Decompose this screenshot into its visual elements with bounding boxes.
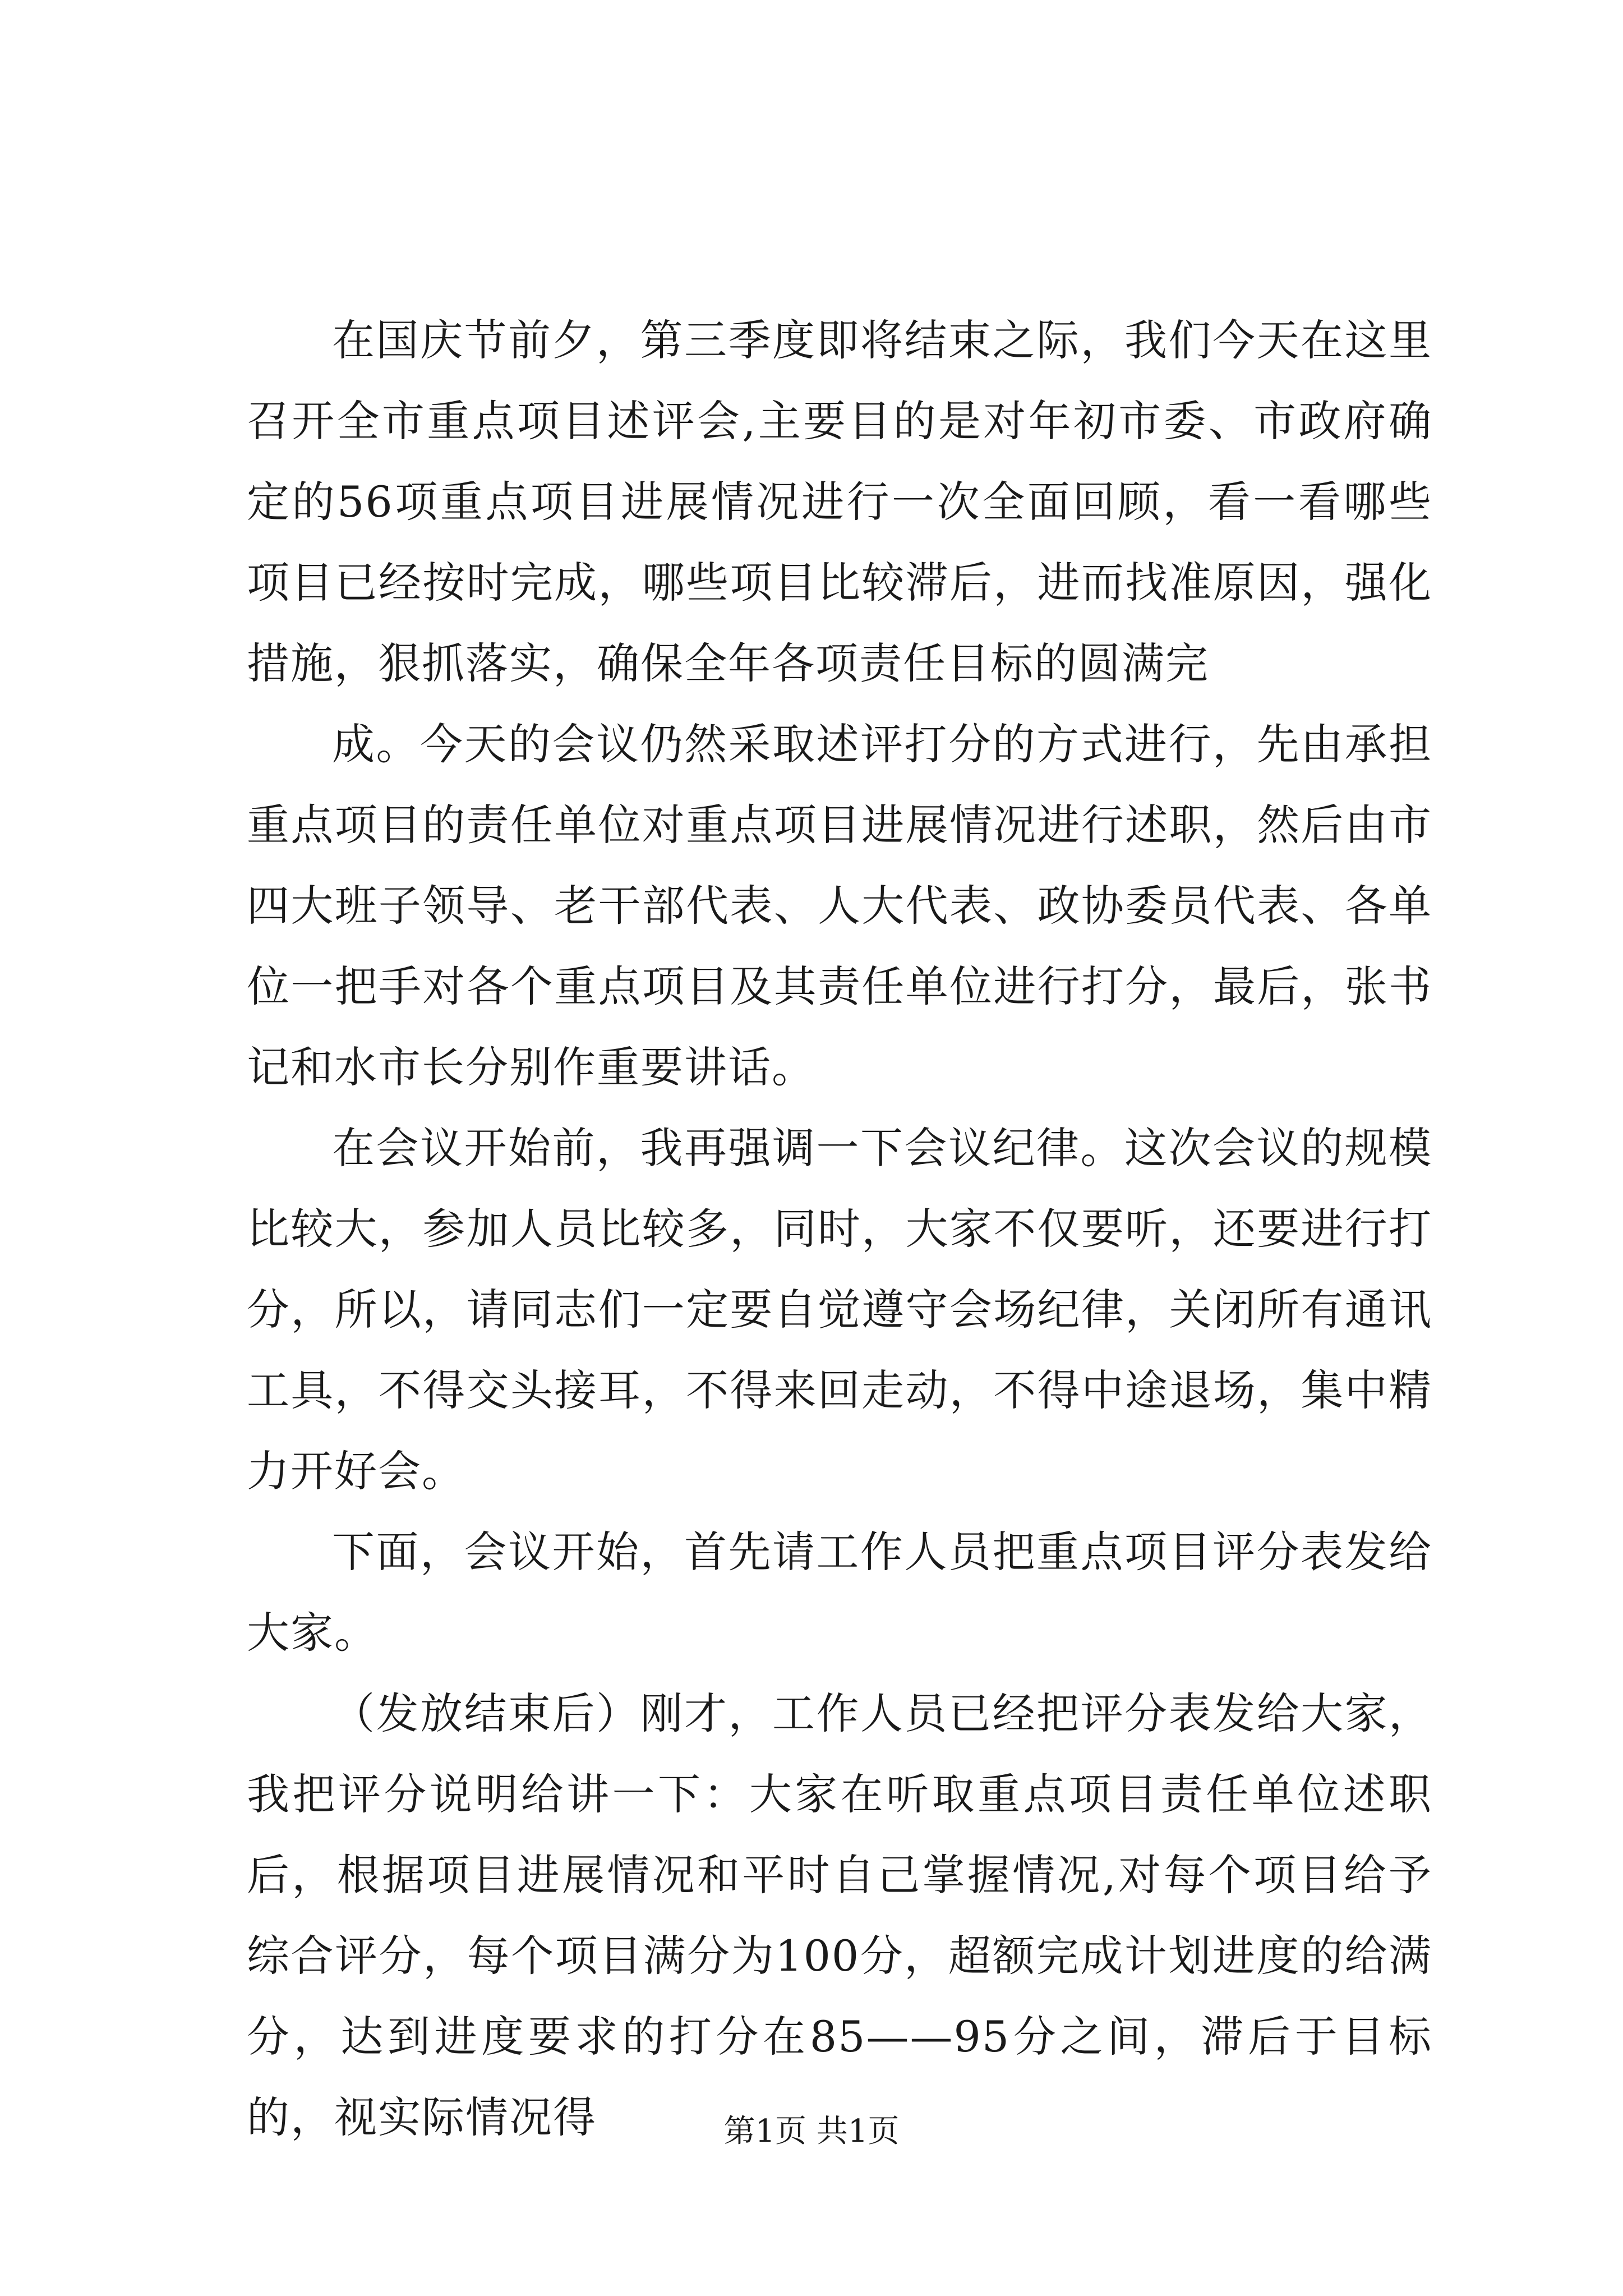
paragraph-5: （发放结束后）刚才，工作人员已经把评分表发给大家，我把评分说明给讲一下：大家在听取重点项目责任单位述职后，根据项目进展情况和平时自己掌握情况,对每个项目给予综合评分，每个项目满分为100分，超额完成计划进度的给满分，达到进度要求的打分在85——95分之间，滞后于目标的，视实际情况得	[247, 1688, 1432, 2142]
document-body	[247, 300, 1432, 2158]
paragraph-4: 下面，会议开始，首先请工作人员把重点项目评分表发给大家。	[247, 1527, 1432, 1658]
paragraph-2: 成。今天的会议仍然采取述评打分的方式进行，先由承担重点项目的责任单位对重点项目进展情况进行述职，然后由市四大班子领导、老干部代表、人大代表、政协委员代表、各单位一把手对各个重点项目及其责任单位进行打分，最后，张书记和水市长分别作重要讲话。	[247, 719, 1432, 1092]
paragraph-1: 在国庆节前夕，第三季度即将结束之际，我们今天在这里召开全市重点项目述评会,主要目的是对年初市委、市政府确定的56项重点项目进展情况进行一次全面回顾，看一看哪些项目已经按时完成，哪些项目比较滞后，进而找准原因，强化措施，狠抓落实，确保全年各项责任目标的圆满完	[247, 315, 1432, 688]
paragraph-3: 在会议开始前，我再强调一下会议纪律。这次会议的规模比较大，参加人员比较多，同时，大家不仅要听，还要进行打分，所以，请同志们一定要自觉遵守会场纪律，关闭所有通讯工具，不得交头接耳，不得来回走动，不得中途退场，集中精力开好会。	[247, 1123, 1432, 1496]
page-footer: 第1页 共1页	[723, 2113, 900, 2150]
